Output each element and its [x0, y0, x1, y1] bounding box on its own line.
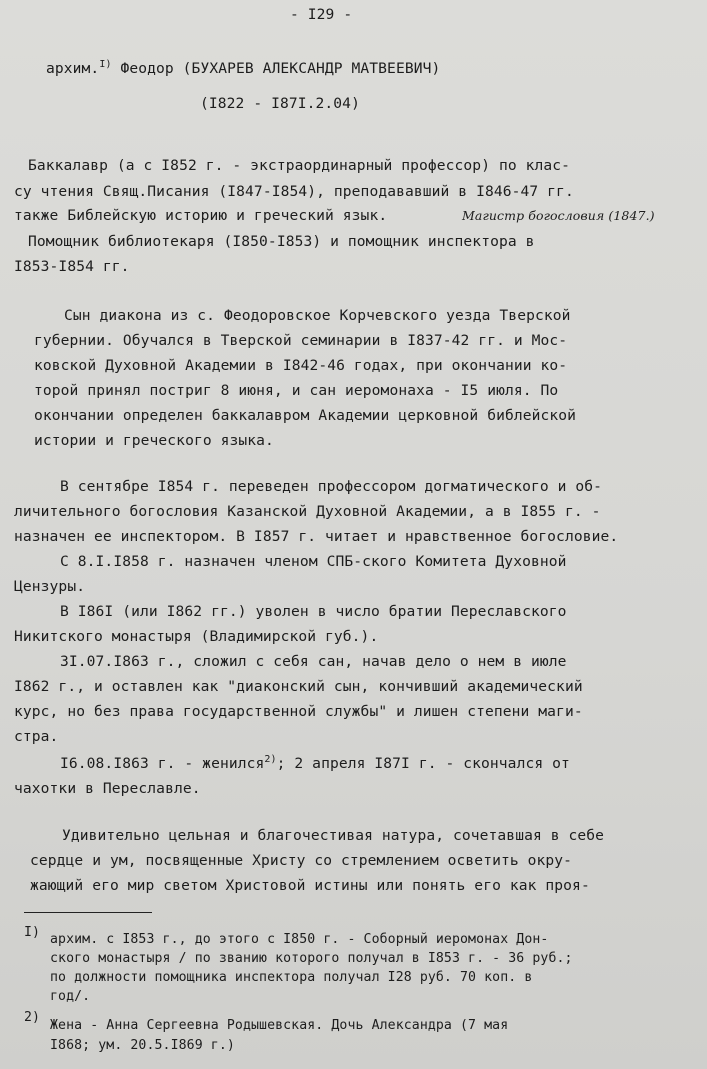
footnote-marker: 2) — [24, 1010, 41, 1025]
bio-line: губернии. Обучался в Тверской семинарии в I837-42 гг. и Мос- — [34, 332, 568, 349]
title-name: Феодор (БУХАРЕВ АЛЕКСАНДР МАТВЕЕВИЧ) — [120, 60, 441, 77]
footnote-line: ского монастыря / по званию которого получал в I853 г. - 36 руб.; — [50, 951, 573, 966]
title-prefix: архим. — [46, 60, 100, 77]
footnote-ref-1: I) — [99, 59, 112, 71]
marriage-rest: ; 2 апреля I87I г. - скончался от — [276, 755, 570, 772]
career-line: С 8.I.I858 г. назначен членом СПБ-ского Комитета Духовной — [60, 553, 567, 570]
intro-line: Помощник библиотекаря (I850-I853) и помощник инспектора в — [28, 233, 535, 250]
bio-line: ковской Духовной Академии в I842-46 годах, при окончании ко- — [34, 357, 568, 374]
footnote-line: год/. — [50, 989, 91, 1004]
footnote-marker: I) — [24, 925, 41, 940]
marriage-line: чахотки в Переславле. — [14, 780, 201, 797]
career-line: Никитского монастыря (Владимирской губ.). — [14, 628, 379, 645]
footnote-divider — [24, 912, 152, 913]
intro-line: су чтения Свящ.Писания (I847-I854), преподававший в I846-47 гг. — [14, 183, 574, 200]
career-line: В I86I (или I862 гг.) уволен в число братии Переславского — [60, 603, 567, 620]
intro-line: также Библейскую историю и греческий язык. — [14, 207, 388, 224]
career-line: Цензуры. — [14, 578, 86, 595]
intro-line: I853-I854 гг. — [14, 258, 130, 275]
marriage-line — [60, 755, 570, 772]
bio-line: торой принял постриг 8 июня, и сан иеромонаха - I5 июля. По — [34, 382, 559, 399]
bio-line: истории и греческого языка. — [34, 432, 274, 449]
handwritten-note: Магистр богословия (1847.) — [462, 208, 655, 223]
closing-line: жающий его мир светом Христовой истины или понять его как проя- — [30, 877, 590, 894]
career-line: 3I.07.I863 г., сложил с себя сан, начав дело о нем в июле — [60, 653, 567, 670]
closing-line: сердце и ум, посвященные Христу со стремлением осветить окру- — [30, 852, 573, 869]
page-number: - I29 - — [290, 6, 353, 23]
footnote-line: Жена - Анна Сергеевна Родышевская. Дочь Александра (7 мая — [50, 1018, 509, 1033]
entry-dates: (I822 - I87I.2.04) — [200, 95, 360, 112]
career-line: стра. — [14, 728, 59, 745]
career-line: В сентябре I854 г. переведен профессором догматического и об- — [60, 478, 603, 495]
entry-title — [46, 60, 440, 77]
career-line: личительного богословия Казанской Духовной Академии, а в I855 г. - — [14, 503, 601, 520]
marriage-text: I6.08.I863 г. - женился — [60, 755, 265, 772]
footnote-line: I868; ум. 20.5.I869 г.) — [50, 1038, 235, 1053]
closing-line: Удивительно цельная и благочестивая натура, сочетавшая в себе — [62, 827, 605, 844]
bio-line: Сын диакона из с. Феодоровское Корчевского уезда Тверской — [64, 307, 571, 324]
career-line: назначен ее инспектором. В I857 г. читает и нравственное богословие. — [14, 528, 619, 545]
footnote-line: по должности помощника инспектора получал I28 руб. 70 коп. в — [50, 970, 533, 985]
footnote-ref-2: 2) — [264, 754, 277, 766]
footnote-line: архим. с I853 г., до этого с I850 г. - Соборный иеромонах Дон- — [50, 932, 549, 947]
intro-line: Баккалавр (а с I852 г. - экстраординарный профессор) по клас- — [28, 157, 571, 174]
bio-line: окончании определен баккалавром Академии церковной библейской — [34, 407, 577, 424]
career-line: курс, но без права государственной службы" и лишен степени маги- — [14, 703, 583, 720]
career-line: I862 г., и оставлен как "диаконский сын, кончивший академический — [14, 678, 583, 695]
